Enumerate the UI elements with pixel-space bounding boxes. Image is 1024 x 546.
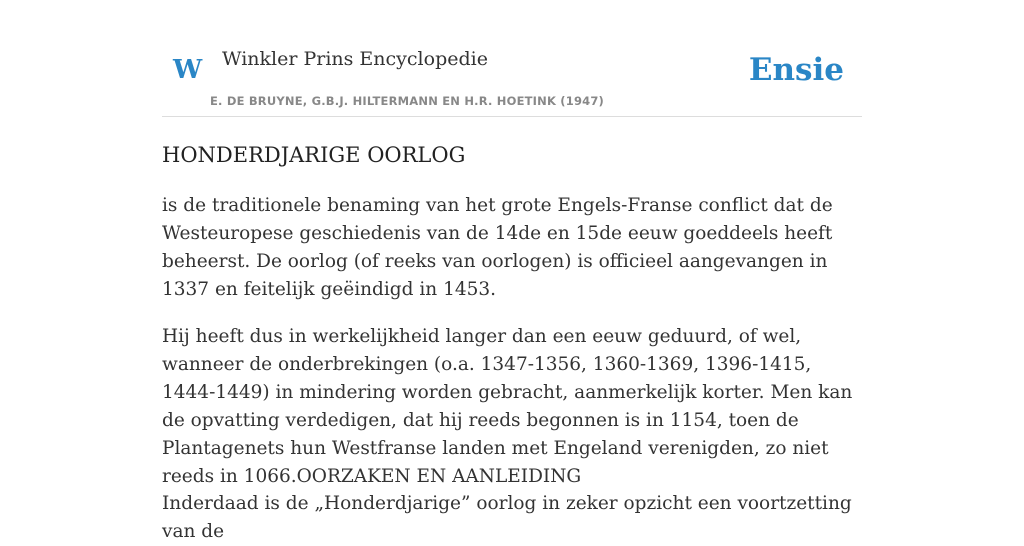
article-page: [162, 0, 862, 542]
source-header: [162, 0, 862, 117]
source-title[interactable]: Winkler Prins Encyclopedie: [222, 48, 488, 70]
ensie-logo[interactable]: Ensie: [748, 52, 844, 88]
article-paragraph: Inderdaad is de „Honderdjarige” oorlog in zeker opzicht een voortzetting van de: [162, 493, 852, 542]
article-paragraph: Hij heeft dus in werkelijkheid langer dan een eeuw geduurd, of wel, wanneer de onderbrekingen (o.a. 1347-1356, 1360-1369, 1396-1415, 1444-1449) in mindering worden gebracht, aanmerkelijk korter. Men kan de opvatting verdedigen, dat hij reeds begonnen is in 1154, toen de Plantagenets hun Westfranse landen met Engeland verenigden, zo niet reeds in 1066.OORZAKEN EN AANLEIDING: [162, 326, 853, 487]
winkler-prins-logo[interactable]: W: [173, 55, 203, 85]
article-paragraph: is de traditionele benaming van het grote Engels-Franse conflict dat de Westeuropese geschiedenis van de 14de en 15de eeuw goeddeels heeft beheerst. De oorlog (of reeks van oorlogen) is officieel aangevangen in 1337 en feitelijk geëindigd in 1453.: [162, 195, 833, 300]
source-authors: E. DE BRUYNE, G.B.J. HILTERMANN EN H.R. HOETINK (1947): [210, 94, 605, 108]
article-title: HONDERDJARIGE OORLOG: [162, 143, 466, 167]
